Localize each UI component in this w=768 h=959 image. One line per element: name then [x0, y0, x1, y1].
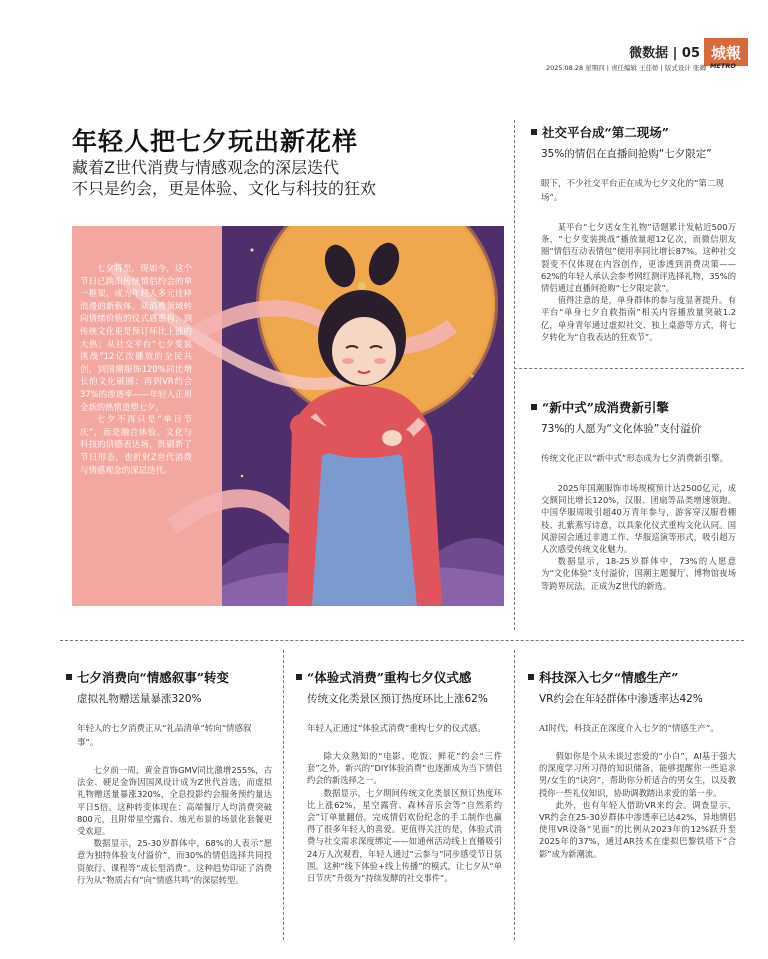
section-title: 社交平台成“第二现场” — [531, 123, 736, 141]
section-experience — [296, 668, 502, 884]
section-subtitle: 73%的人愿为“文化体验”支付溢价 — [541, 423, 702, 435]
metro-logo: METRO — [710, 62, 736, 70]
column-divider — [283, 650, 284, 940]
lead-paragraph: 七夕不再只是“单日节庆”，而是融合体验、文化与科技的情感表达场，既刷新了节日形态，也折射Z世代消费与情感观念的深层迭代。 — [80, 414, 192, 475]
paper-logo-badge: 城報 — [704, 38, 748, 66]
column-divider — [514, 650, 515, 940]
section-social — [531, 123, 736, 343]
section-square-icon — [296, 674, 302, 680]
article-headline: 年轻人把七夕玩出新花样 — [72, 127, 359, 156]
section-intro: 传统文化正以“新中式”形态成为七夕消费新引擎。 — [541, 454, 729, 464]
issue-info: 2025.08.28 星期四 | 责任编辑 王佳娇 | 版式设计 张卿 — [545, 64, 706, 72]
section-square-icon — [531, 404, 537, 410]
section-label: 微数据 | 05 — [629, 46, 700, 61]
section-subtitle: 传统文化类景区预订热度环比上涨62% — [307, 693, 488, 705]
column-divider — [514, 120, 515, 630]
article-subheadline-1: 藏着Z世代消费与情感观念的深层迭代 — [72, 158, 339, 177]
section-intro: 年轻人正通过“体验式消费”重构七夕的仪式感。 — [307, 724, 486, 734]
row-divider — [514, 368, 744, 369]
section-subtitle: 虚拟礼物赠送量暴涨320% — [77, 693, 202, 705]
section-tech — [528, 668, 736, 860]
section-square-icon — [528, 674, 534, 680]
section-body: 除大众熟知的“电影、吃饭、鲜花”约会“三件套”之外，新兴的“DIY体验消费”也逐渐成为当下情侣约会的新选择之一。 数据显示，七夕期间传统文化类景区预订热度环比上涨62%，星空露营、森林音乐会等“自然系约会”订单量翻倍，完成情侣欢份纪念的手工制作也赢得了很多年轻人的喜爱。更值得关注的是，体验式消费与社交需求深度绑定——如通州活动线上直播吸引24万人次观看，年轻人通过“云参与”同步感受节日氛围。这种“线下体验+线上传播”的模式，让七夕从“单日节庆”升级为“持续发酵的社交事件”。 — [307, 751, 502, 884]
section-intro: 眼下，不少社交平台正在成为七夕文化的“第二现场”。 — [541, 179, 724, 203]
section-square-icon — [66, 674, 72, 680]
article-lead — [80, 262, 192, 476]
section-narrative — [66, 668, 272, 886]
section-subtitle: VR约会在年轻群体中渗透率达42% — [539, 693, 703, 705]
section-square-icon — [531, 129, 537, 135]
section-title: “体验式消费”重构七夕仪式感 — [296, 668, 502, 686]
section-intro: AI时代，科技正在深度介入七夕的“情感生产”。 — [539, 724, 719, 734]
row-divider — [60, 640, 744, 641]
section-guochao — [531, 398, 736, 592]
section-title: 科技深入七夕“情感生产” — [528, 668, 736, 686]
section-body: 某平台“七夕送女生礼物”话题累计发帖近500万条，“七夕变装挑战”播放量超12亿次，而微信朋友圈“情侣互动表情包”使用率同比增长87%。这种社交裂变不仅体现在内容创作，更渗透到消费决策——62%的年轻人承认会参考网红测评选择礼物，35%的情侣通过直播间抢购“七夕限定款”。 值得注意的是，单身群体的参与度显著提升。有平台“单身七夕自救指南”相关内容播放量突破1.2亿，单身青年通过虚拟社交、独上桌游等方式，将七夕转化为“自我表达的狂欢节”。 — [541, 222, 736, 342]
article-subheadline-2: 不只是约会，更是体验、文化与科技的狂欢 — [72, 179, 377, 198]
qixi-illustration — [72, 226, 504, 606]
lead-paragraph: 七夕将至，现如今，这个节日已跳出传统情侣约会的单一框架，成为年轻人多元诠释浪漫的新载体。从消费领域转向情绪价值的仪式感重构，到传统文化更是预订环比上涨的大热；从社交平台“七夕变装挑战”12亿次播放的全民共创，到国潮服饰120%同比增长的文化破圈；再到VR约会37%的渗透率——年轻人正用全新的热情重塑七夕。 — [80, 263, 192, 412]
section-title: “新中式”成消费新引擎 — [531, 398, 736, 416]
section-body: 假如你是个从未谈过恋爱的“小白”，AI基于强大的深度学习所习得的知识储备，能够提醒你一些追求男/女生的“诀窍”，帮助你分析适合的男女生，以及教授你一些礼仪知识，协助调教踏出求爱的第一步。 此外，也有年轻人借助VR来约会。调查显示，VR约会在25-30岁群体中渗透率已达42%，异地情侣使用VR设备“见面”的比例从2023年的12%跃升至2025年的37%，通过AR技术在虚拟巴黎铁塔下“合影”成为新潮流。 — [539, 751, 736, 859]
section-intro: 年轻人的七夕消费正从“礼品清单”转向“情感叙事”。 — [77, 724, 252, 748]
section-title: 七夕消费向“情感叙事”转变 — [66, 668, 272, 686]
section-body: 2025年国潮服饰市场规模预计达2500亿元，成交额同比增长120%，汉服、团扇等品类增速领跑。中国华服周吸引超40万青年参与，游客穿汉服看棚枝、扎紫燕写诗意，以具象化仪式重构文化认同。国风游园会通过非遗工作、华服巡演等形式，吸引超万人次感受传统文化魅力。 数据显示，18-25岁群体中，73%的人愿意为“文化体验”支付溢价，国潮主题餐厅、博物馆夜场等跨界玩法，正成为Z世代的新选。 — [541, 483, 736, 591]
section-subtitle: 35%的情侣在直播间抢购“七夕限定” — [541, 148, 712, 160]
section-body: 七夕前一周，黄金首饰GMV同比激增255%，古法金、硬足金饰因国风设计成为Z世代首选，而虚拟礼物赠送量暴涨320%，全息投影约会服务预约量达平日5倍。这种转变体现在：高端餐厅人均消费突破800元，且附带星空露台、烛光布景的场景化套餐更受欢迎。 数据显示，25-30岁群体中，68%的人表示“愿意为独特体验支付溢价”，而30%的情侣选择共同投资旅行、课程等“成长型消费”。这种趋势印证了消费行为从“物质占有”向“情感共鸣”的深层转型。 — [77, 765, 272, 885]
